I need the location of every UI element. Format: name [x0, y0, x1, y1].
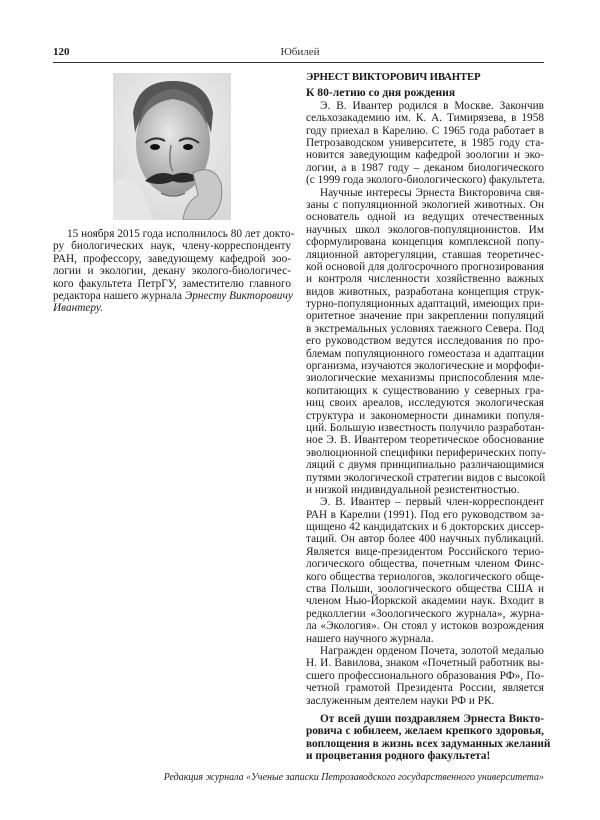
- paragraph-line: кого общества териологов, экологического обще-: [306, 570, 544, 583]
- section-title: Юбилей: [280, 46, 320, 58]
- header-rule: [53, 62, 544, 63]
- closing-line: ровича с юбилеем, желаем крепкого здоровья,: [306, 725, 544, 738]
- closing-line: От всей души поздравляем Эрнеста Викто-: [320, 712, 544, 725]
- paragraph-line: членом Нью-Йоркской академии наук. Входит в: [306, 595, 544, 608]
- paragraph-line: эволюционной специфики периферических попу-: [306, 446, 546, 459]
- paragraph-line: таций. Он автор более 400 научных публикаций.: [306, 533, 544, 546]
- caption-line: ру биологических наук, члену-корреспонденту: [53, 240, 291, 253]
- article: [306, 71, 551, 763]
- caption-line: логии и экологии, декану эколого-биологичес-: [53, 265, 291, 278]
- page-number: 120: [53, 46, 70, 58]
- caption-line: [53, 302, 291, 314]
- paragraph-line: сформулирована концепция комплексной попу-: [306, 236, 544, 249]
- paragraph-line: ства Польши, зоологического общества США и: [306, 583, 544, 596]
- paragraph-line: заслуженным деятелем науки РФ и РК.: [306, 694, 495, 707]
- caption-name: Эрнесту Викторовичу: [184, 289, 293, 302]
- paragraph-line: редколлегии «Зоологического журнала», журна-: [306, 607, 544, 620]
- paragraph-line: оритетное значение при закреплении популяций: [306, 310, 544, 323]
- paragraph-line: заны с популяционной экологией животных. Он: [306, 198, 544, 211]
- paragraph-line: ляционной авторегуляции, ставшая теоретичес-: [306, 248, 544, 261]
- paragraph-line: организма, изучаются экологические и морфофи-: [306, 360, 545, 373]
- paragraph-line: копитающих к существованию у северных гра-: [306, 384, 544, 397]
- paragraph-line: ниц своих ареалов, исследуются экологическая: [306, 397, 544, 410]
- paragraph-line: научных школ экологов-популяционистов. Им: [306, 223, 544, 236]
- caption-line: [53, 290, 291, 302]
- paragraph-line: логии, а в 1987 году – деканом биологического: [306, 161, 544, 174]
- paragraph-line: РАН в Карелии (1991). Под его руководством за-: [306, 508, 544, 521]
- paragraph-line: ла «Экология». Он стоял у истоков возрождения: [306, 620, 544, 633]
- paragraph-line: в экстремальных условиях таежного Севера. Под: [306, 322, 544, 335]
- paragraph-line: Научные интересы Эрнеста Викторовича свя-: [320, 186, 544, 199]
- paragraph-line: Является вице-президентом Российского терио-: [306, 545, 544, 558]
- paragraph-line: Награжден орденом Почета, золотой медалью: [320, 645, 544, 657]
- paragraph-line: ное Э. В. Ивантером теоретическое обоснование: [306, 434, 544, 447]
- article-title: ЭРНЕСТ ВИКТОРОВИЧ ИВАНТЕР: [306, 71, 481, 83]
- paragraph-line: (с 1999 года эколого-биологического) факультета.: [306, 174, 546, 187]
- caption-line: 15 ноября 2015 года исполнилось 80 лет докто-: [67, 228, 295, 240]
- paragraph-line: сшего профессионального образования РФ», По-: [306, 669, 544, 682]
- closing-line: воплощения в жизнь всех задуманных желаний: [306, 737, 551, 750]
- paragraph-line: щищено 42 кандидатских и 6 докторских диссер-: [306, 521, 544, 534]
- paragraph-line: логического общества, почетным членом Финс-: [306, 558, 544, 571]
- paragraph-line: и низкой индивидуальной резистентностью.: [306, 483, 520, 496]
- caption-text: редактора нашего журнала: [53, 289, 185, 302]
- paragraph-line: зиологические механизмы приспособления мле-: [306, 372, 544, 385]
- paragraph-line: кой основой для долгосрочного прогнозирования: [306, 260, 544, 273]
- portrait-photo: [113, 73, 231, 220]
- paragraph-line: четной грамотой Президента России, является: [306, 682, 544, 695]
- paragraph-line: и контроля численности хозяйственно важных: [306, 273, 544, 286]
- paragraph-line: ляций с двумя принципиально различающимися: [306, 459, 544, 472]
- paragraph-line: Э. В. Ивантер родился в Москве. Закончив: [320, 99, 544, 112]
- paragraph-line: турно-популяционных адаптаций, имеющих при-: [306, 298, 545, 311]
- caption-name: Ивантеру.: [53, 302, 104, 315]
- paragraph-line: видов животных, разработана концепция струк-: [306, 285, 544, 298]
- paragraph-line: Н. И. Вавилова, знаком «Почетный работник вы-: [306, 657, 544, 670]
- paragraph-line: основатель одной из ведущих отечественных: [306, 211, 544, 224]
- paragraph-line: структура и закономерности динамики популя-: [306, 409, 544, 422]
- article-subtitle: К 80-летию со дня рождения: [306, 86, 456, 100]
- paragraph-line: Э. В. Ивантер – первый член-корреспондент: [320, 496, 544, 509]
- paragraph-line: сельхозакадемию им. К. А. Тимирязева, в 1958: [306, 112, 544, 125]
- editorial-signature: Редакция журнала «Ученые записки Петрозаводского государственного университета»: [163, 772, 544, 783]
- paragraph-line: путями экологической стратегии видов с высокой: [306, 471, 546, 484]
- paragraph-line: блемам популяционного гомеостаза и адаптации: [306, 347, 544, 360]
- paragraph-line: ций. Большую известность получило разработан-: [306, 421, 545, 434]
- paragraph-line: новится заведующим кафедрой зоологии и эко-: [306, 149, 544, 162]
- caption-line: РАН, профессору, заведующему кафедрой зоо-: [53, 252, 291, 265]
- photo-caption: [53, 228, 295, 315]
- paragraph-line: нашего научного журнала.: [306, 632, 434, 645]
- paragraph-line: Петрозаводском университете, в 1985 году ста-: [306, 136, 544, 149]
- paragraph-line: его руководством ведутся исследования по про-: [306, 335, 544, 348]
- paragraph-line: году приехал в Карелию. С 1965 года работает в: [306, 124, 544, 137]
- caption-line: кого факультета ПетрГУ, заместителю главного: [53, 277, 291, 290]
- closing-line: и процветания родного факультета!: [306, 750, 491, 763]
